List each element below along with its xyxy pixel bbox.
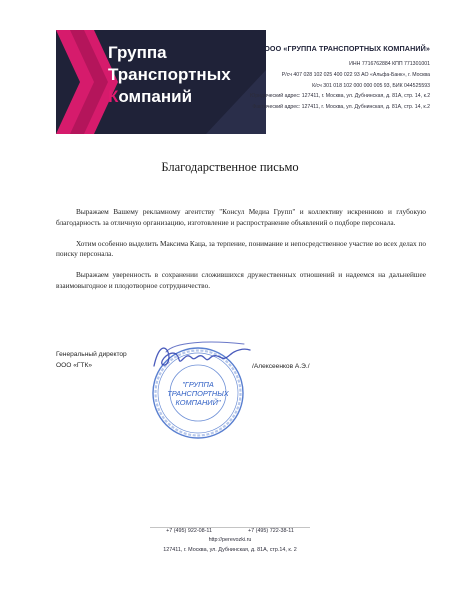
signatory-block: [56, 350, 127, 371]
signatory-name: /Алексеенков А.Э./: [252, 363, 310, 370]
logo-line-2: Транспортных: [108, 65, 231, 84]
handwritten-signature: [148, 338, 258, 383]
letter-title: Благодарственное письмо: [161, 160, 299, 174]
footer-phone-1: +7 (495) 922-08-11: [166, 528, 212, 534]
company-account: Р/сч 407 028 102 025 400 022 93 АО «Альфа-Банк», г. Москва: [281, 71, 430, 78]
signature-icon: [148, 338, 258, 378]
company-actual-address: Фактический адрес: 127411, г. Москва, ул. Дубнинская, д. 81А, стр. 14, к.2: [252, 104, 430, 111]
company-corr-account: К/сч 301 018 102 000 000 005 93, БИК 044525593: [312, 82, 430, 89]
logo-line-3: [108, 86, 231, 108]
logo-line-1: Группа: [108, 43, 167, 62]
footer-address: 127411, г. Москва, ул. Дубнинская, д. 81А, стр.14, к. 2: [163, 546, 297, 553]
stamp-line-3: КОМПАНИЙ": [175, 398, 221, 407]
footer-phone-2: +7 (495) 722-38-11: [248, 528, 294, 534]
signatory-company: ООО «ГТК»: [56, 361, 92, 369]
company-inn: ИНН 7716762884 КПП 771301001: [349, 61, 430, 67]
footer: [0, 527, 460, 555]
company-logo: [56, 30, 266, 134]
letter-paragraph: Хотим особенно выделить Максима Каца, за терпение, понимание и непосредственное участие во всех делах по поиску персонала.: [56, 238, 426, 259]
logo-wordmark: [108, 42, 231, 108]
footer-website[interactable]: http://perevozki.ru: [208, 537, 252, 544]
letter-paragraph: Выражаем Вашему рекламному агентству "Консул Медиа Групп" и коллективу искреннюю и глубокую благодарность за отличную организацию, изготовление и распространение объявлений о подборе персонала.: [56, 207, 426, 227]
letter-paragraph: Выражаем уверенность в сохранении сложившихся дружественных отношений и надеемся на дальнейшее взаимовыгодное и плодотворное сотрудничество.: [56, 270, 426, 290]
stamp-line-1: "ГРУППА: [182, 380, 214, 389]
company-name: ООО «ГРУППА ТРАНСПОРТНЫХ КОМПАНИЙ»: [264, 44, 430, 53]
footer-phones: [0, 527, 460, 536]
logo-accent-letter: К: [108, 87, 119, 106]
signatory-position: Генеральный директор: [56, 351, 127, 358]
logo-line-3-rest: омпаний: [118, 87, 193, 106]
letter-body: [56, 207, 426, 302]
company-requisites: [250, 44, 430, 113]
stamp-line-2: ТРАНСПОРТНЫХ: [167, 389, 229, 398]
company-legal-address: Юридический адрес: 127411, г. Москва, ул. Дубнинская, д. 81А, стр. 14, к.2: [250, 93, 431, 100]
